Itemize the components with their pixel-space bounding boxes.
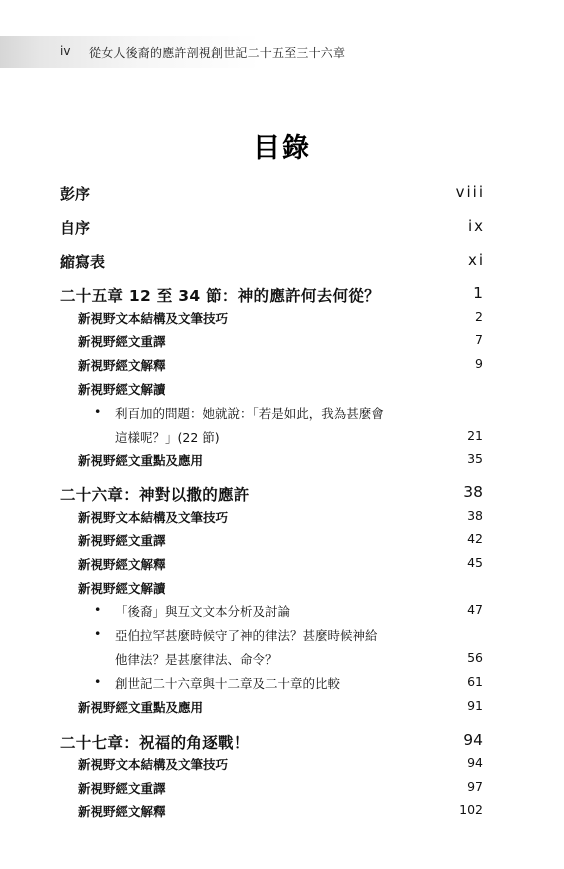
toc-subentry-page: 7	[475, 332, 483, 347]
toc-subentry: 新視野經文解讀	[78, 581, 166, 596]
toc-subentry: 新視野經文重點及應用	[78, 453, 204, 468]
toc-chapter-page: 1	[473, 284, 483, 302]
toc-subentry-page: 2	[475, 309, 483, 324]
toc-subentry-page: 35	[467, 451, 483, 466]
toc-bullet-entry: 利百加的問題：她就說：「若是如此，我為甚麼會	[115, 406, 384, 421]
toc-bullet-page: 56	[467, 650, 483, 665]
toc-entry-abbreviations: 縮寫表	[60, 253, 106, 271]
toc-bullet-page: 61	[467, 674, 483, 689]
toc-subentry: 新視野文本結構及文筆技巧	[78, 510, 229, 525]
bullet-icon: •	[94, 674, 102, 689]
toc-bullet-entry: 亞伯拉罕甚麼時候守了神的律法？甚麼時候神給	[115, 628, 378, 643]
toc-chapter-page: 38	[463, 483, 483, 501]
toc-chapter-heading: 二十六章：神對以撒的應許	[60, 486, 250, 504]
toc-subentry: 新視野文本結構及文筆技巧	[78, 311, 229, 326]
toc-subentry: 新視野經文重譯	[78, 334, 166, 349]
toc-page-abbreviations: xi	[467, 251, 485, 269]
running-title: 從女人後裔的應許剖視創世記二十五至三十六章	[89, 46, 346, 60]
toc-bullet-page: 47	[467, 602, 483, 617]
toc-page-foreword: viii	[455, 183, 485, 201]
toc-subentry: 新視野經文解釋	[78, 804, 166, 819]
toc-entry-preface: 自序	[60, 219, 91, 237]
toc-subentry: 新視野經文解讀	[78, 382, 166, 397]
toc-chapter-heading: 二十五章 12 至 34 節：神的應許何去何從？	[60, 287, 380, 305]
toc-subentry-page: 94	[467, 755, 483, 770]
toc-subentry: 新視野經文重譯	[78, 781, 166, 796]
toc-subentry-page: 91	[467, 698, 483, 713]
toc-subentry-page: 9	[475, 356, 483, 371]
toc-bullet-entry: 「後裔」與互文文本分析及討論	[115, 604, 291, 619]
toc-bullet-entry-continued: 這樣呢？」(22 節)	[115, 430, 220, 445]
toc-subentry: 新視野經文解釋	[78, 358, 166, 373]
toc-title: 目錄	[253, 133, 311, 164]
page-number: iv	[60, 44, 71, 58]
bullet-icon: •	[94, 404, 102, 419]
toc-bullet-page: 21	[467, 428, 483, 443]
toc-bullet-entry: 創世記二十六章與十二章及二十章的比較	[115, 676, 341, 691]
toc-subentry-page: 97	[467, 779, 483, 794]
toc-page-preface: ix	[467, 217, 485, 235]
toc-chapter-page: 94	[463, 731, 483, 749]
toc-bullet-entry-continued: 他律法？是甚麼律法、命令？	[115, 652, 278, 667]
toc-subentry-page: 38	[467, 508, 483, 523]
toc-subentry: 新視野經文解釋	[78, 557, 166, 572]
bullet-icon: •	[94, 626, 102, 641]
toc-subentry-page: 45	[467, 555, 483, 570]
toc-entry-foreword: 彭序	[60, 185, 91, 203]
bullet-icon: •	[94, 602, 102, 617]
toc-chapter-heading: 二十七章：祝福的角逐戰！	[60, 734, 250, 752]
toc-subentry: 新視野文本結構及文筆技巧	[78, 757, 229, 772]
toc-subentry: 新視野經文重點及應用	[78, 700, 204, 715]
toc-subentry-page: 42	[467, 531, 483, 546]
toc-subentry: 新視野經文重譯	[78, 533, 166, 548]
toc-subentry-page: 102	[459, 802, 483, 817]
